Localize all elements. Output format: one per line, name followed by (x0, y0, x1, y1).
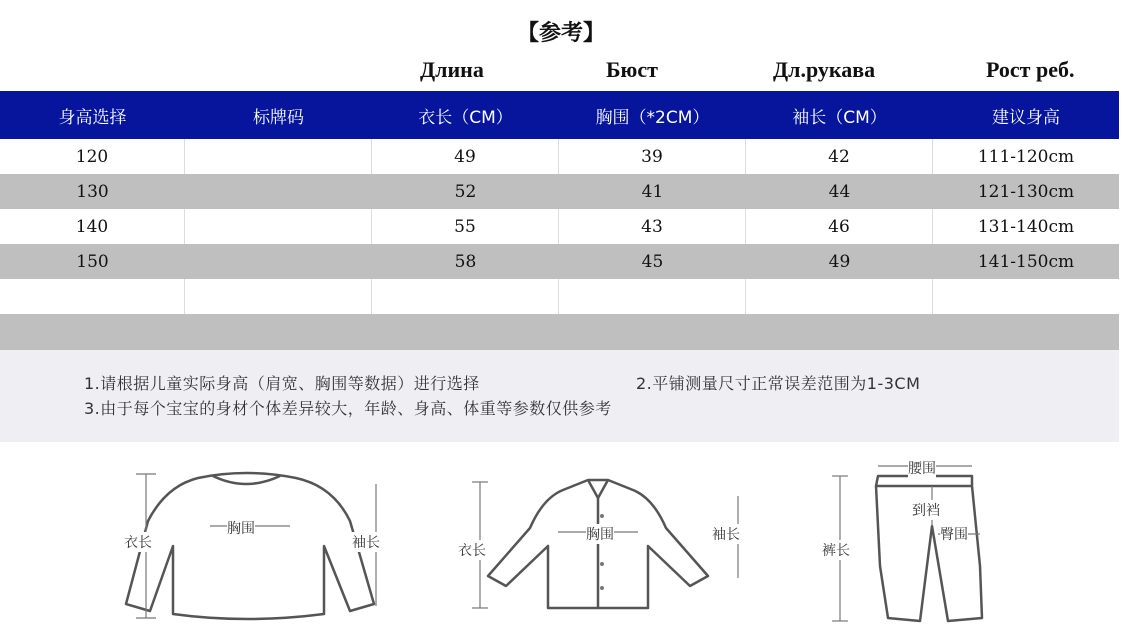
table-cell (185, 209, 372, 244)
table-cell: 141-150cm (977, 251, 1075, 272)
header-sleeve: 袖长（CM） (792, 107, 887, 128)
shirt-diagram (468, 468, 758, 633)
gray-divider-band (0, 314, 1119, 350)
header-height-select: 身高选择 (58, 107, 127, 128)
table-cell: 49 (828, 251, 851, 272)
table-cell (933, 279, 1119, 314)
table-cell (372, 279, 559, 314)
table-cell: 55 (372, 209, 559, 244)
ru-label-height: Рост реб. (986, 57, 1075, 82)
table-row (0, 209, 1119, 244)
table-cell (185, 244, 372, 279)
note-2: 2.平铺测量尺寸正常误差范围为1-3CM (636, 374, 921, 393)
header-tag-size: 标牌码 (253, 107, 304, 128)
table-cell: 58 (454, 251, 477, 272)
table-cell: 111-120cm (977, 146, 1075, 167)
table-cell: 46 (746, 209, 933, 244)
sweater-length-label: 衣长 (124, 532, 152, 552)
table-cell (0, 279, 185, 314)
table-cell (559, 279, 746, 314)
table-cell: 41 (641, 181, 664, 202)
table-cell (185, 279, 372, 314)
table-header (0, 91, 1119, 139)
page-title: 【参考】 (516, 20, 605, 46)
sweater-sleeve-label: 袖长 (352, 532, 380, 552)
table-cell: 39 (559, 139, 746, 174)
pants-hip-label: 臀围 (940, 524, 968, 544)
sweater-chest-label: 胸围 (227, 518, 255, 538)
header-length: 衣长（CM） (418, 107, 513, 128)
shirt-length-label: 衣长 (458, 540, 486, 560)
table-cell (185, 174, 372, 209)
header-chest: 胸围（*2CM） (595, 107, 710, 128)
table-row (0, 139, 1119, 174)
table-cell: 42 (746, 139, 933, 174)
header-recommended-height: 建议身高 (992, 107, 1060, 128)
table-row (0, 174, 1119, 209)
shirt-sleeve-label: 袖长 (712, 524, 740, 544)
pants-length-label: 裤长 (822, 540, 850, 560)
table-cell: 121-130cm (977, 181, 1075, 202)
note-1: 1.请根据儿童实际身高（肩宽、胸围等数据）进行选择 (84, 374, 480, 393)
note-3: 3.由于每个宝宝的身材个体差异较大，年龄、身高、体重等参数仅供参考 (84, 399, 612, 418)
table-cell (185, 139, 372, 174)
ru-label-bust: Бюст (606, 57, 658, 82)
table-cell (746, 279, 933, 314)
shirt-chest-label: 胸围 (586, 524, 614, 544)
table-cell: 150 (76, 251, 109, 272)
table-cell: 43 (559, 209, 746, 244)
table-cell: 52 (454, 181, 477, 202)
table-cell: 131-140cm (977, 216, 1075, 237)
table-cell: 140 (0, 209, 185, 244)
notes-panel (0, 350, 1119, 442)
pants-rise-label: 到裆 (912, 500, 940, 520)
ru-label-length: Длина (420, 57, 484, 82)
ru-label-sleeve: Дл.рукава (773, 57, 876, 82)
table-cell: 44 (828, 181, 851, 202)
size-table (0, 91, 1119, 314)
table-row (0, 244, 1119, 279)
table-cell: 45 (641, 251, 664, 272)
table-cell: 120 (0, 139, 185, 174)
pants-waist-label: 腰围 (908, 458, 936, 478)
table-cell: 130 (76, 181, 109, 202)
table-cell: 49 (372, 139, 559, 174)
table-row (0, 279, 1119, 314)
